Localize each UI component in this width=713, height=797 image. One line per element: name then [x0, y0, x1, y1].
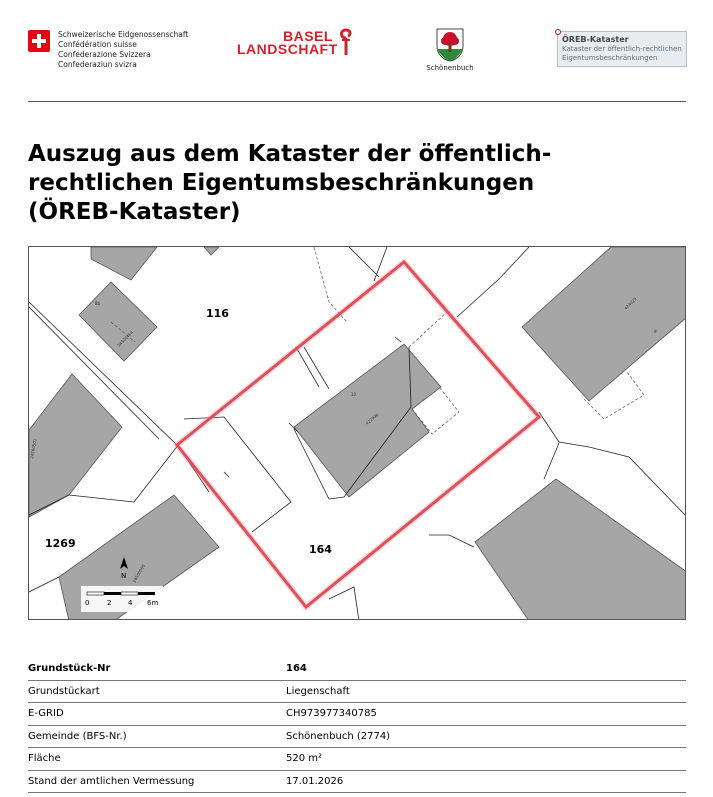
info-label: Fläche — [28, 753, 61, 764]
confederation-name-rm: Confederaziun svizra — [58, 60, 137, 69]
info-value: Schönenbuch (2774) — [286, 730, 391, 742]
oereb-logo-subtitle — [562, 45, 682, 63]
parcel-line — [429, 535, 474, 547]
parcel-label-1269: 1269 — [45, 537, 76, 550]
info-row-parcel-type — [28, 681, 686, 704]
document-title-line2: rechtlichen Eigentumsbeschränkungen — [28, 170, 535, 196]
oereb-logo-title: ÖREB-Kataster — [562, 35, 629, 44]
canton-logo — [237, 28, 357, 60]
canton-name-line1: BASEL — [283, 28, 333, 44]
document-title-line3: (ÖREB-Kataster) — [28, 199, 241, 225]
info-row-survey-date — [28, 771, 686, 794]
building-8b — [79, 282, 157, 361]
info-value: 17.01.2026 — [286, 775, 344, 787]
info-label: Grundstück-Nr — [28, 663, 111, 674]
building-bottom-right — [475, 479, 686, 620]
parcel-line — [349, 247, 379, 277]
building-number: 424023 — [623, 296, 638, 311]
swiss-cross-icon — [28, 30, 50, 52]
building-number: 9 — [654, 329, 657, 334]
document-title-line1: Auszug aus dem Kataster der öffentlich- — [28, 141, 552, 167]
cadastral-map-drawing — [29, 247, 686, 620]
document-title — [28, 140, 678, 227]
scale-tick-6m: 6m — [147, 599, 159, 607]
info-label: Grundstückart — [28, 685, 100, 697]
oereb-cadastre-logo — [557, 31, 687, 67]
scale-tick-2: 2 — [107, 599, 112, 607]
scale-segment — [87, 592, 104, 595]
header — [0, 0, 713, 100]
info-row-egrid — [28, 703, 686, 726]
info-row-municipality — [28, 726, 686, 749]
confederation-names — [58, 30, 188, 70]
building-number: 24500501 — [29, 438, 38, 460]
scale-tick-4: 4 — [128, 599, 133, 607]
building-number: 8b — [95, 301, 101, 306]
info-label: E-GRID — [28, 708, 64, 719]
building-number: 422996 — [364, 412, 380, 426]
header-divider — [28, 101, 686, 102]
info-label: Stand der amtlichen Vermessung — [28, 775, 195, 787]
confederation-name-fr: Confédération suisse — [58, 40, 137, 49]
municipality-logo — [420, 28, 480, 72]
info-value: CH973977340785 — [286, 708, 377, 719]
building-number: 10 — [351, 392, 357, 397]
parcel-line — [29, 577, 59, 592]
parcel-line — [224, 472, 229, 477]
building-number: 24500464 — [116, 329, 135, 348]
oereb-dot-icon — [555, 29, 561, 35]
tree-coat-of-arms-icon — [436, 28, 464, 62]
oereb-logo-subtitle-line2: Eigentumsbeschränkungen — [562, 54, 658, 62]
scale-segment — [104, 592, 121, 595]
info-row-parcel-number — [28, 658, 686, 681]
building-top-small — [204, 247, 219, 255]
parcel-line — [457, 247, 529, 317]
parcel-label-116: 116 — [206, 307, 229, 320]
parcel-line — [395, 337, 401, 342]
cadastral-map — [28, 246, 686, 620]
parcel-line — [544, 443, 559, 479]
parcel-line — [329, 587, 359, 620]
municipality-name: Schönenbuch — [426, 64, 474, 72]
info-value: Liegenschaft — [286, 685, 350, 697]
oereb-logo-subtitle-line1: Kataster der öffentlich-rechtlichen — [562, 45, 682, 53]
north-label: N — [121, 572, 127, 580]
property-info-table — [28, 658, 686, 793]
confederation-name-it: Confederazione Svizzera — [58, 50, 151, 59]
dashed-line — [409, 312, 447, 347]
scale-bar — [81, 586, 163, 612]
scale-segment — [121, 592, 138, 595]
scale-tick-0: 0 — [85, 599, 90, 607]
parcel-label-164: 164 — [309, 543, 332, 556]
info-label: Gemeinde (BFS-Nr.) — [28, 730, 127, 742]
info-value: 164 — [286, 663, 307, 674]
building-top-left — [91, 247, 157, 280]
confederation-name-de: Schweizerische Eidgenossenschaft — [58, 30, 189, 39]
canton-name-line2: LANDSCHAFT — [237, 41, 338, 57]
building-number: 24500500 — [131, 563, 147, 584]
info-row-area — [28, 748, 686, 771]
bishops-crook-icon — [339, 28, 353, 56]
scale-segment — [138, 592, 155, 595]
building-right-top — [522, 247, 686, 401]
info-value: 520 m² — [286, 753, 323, 764]
